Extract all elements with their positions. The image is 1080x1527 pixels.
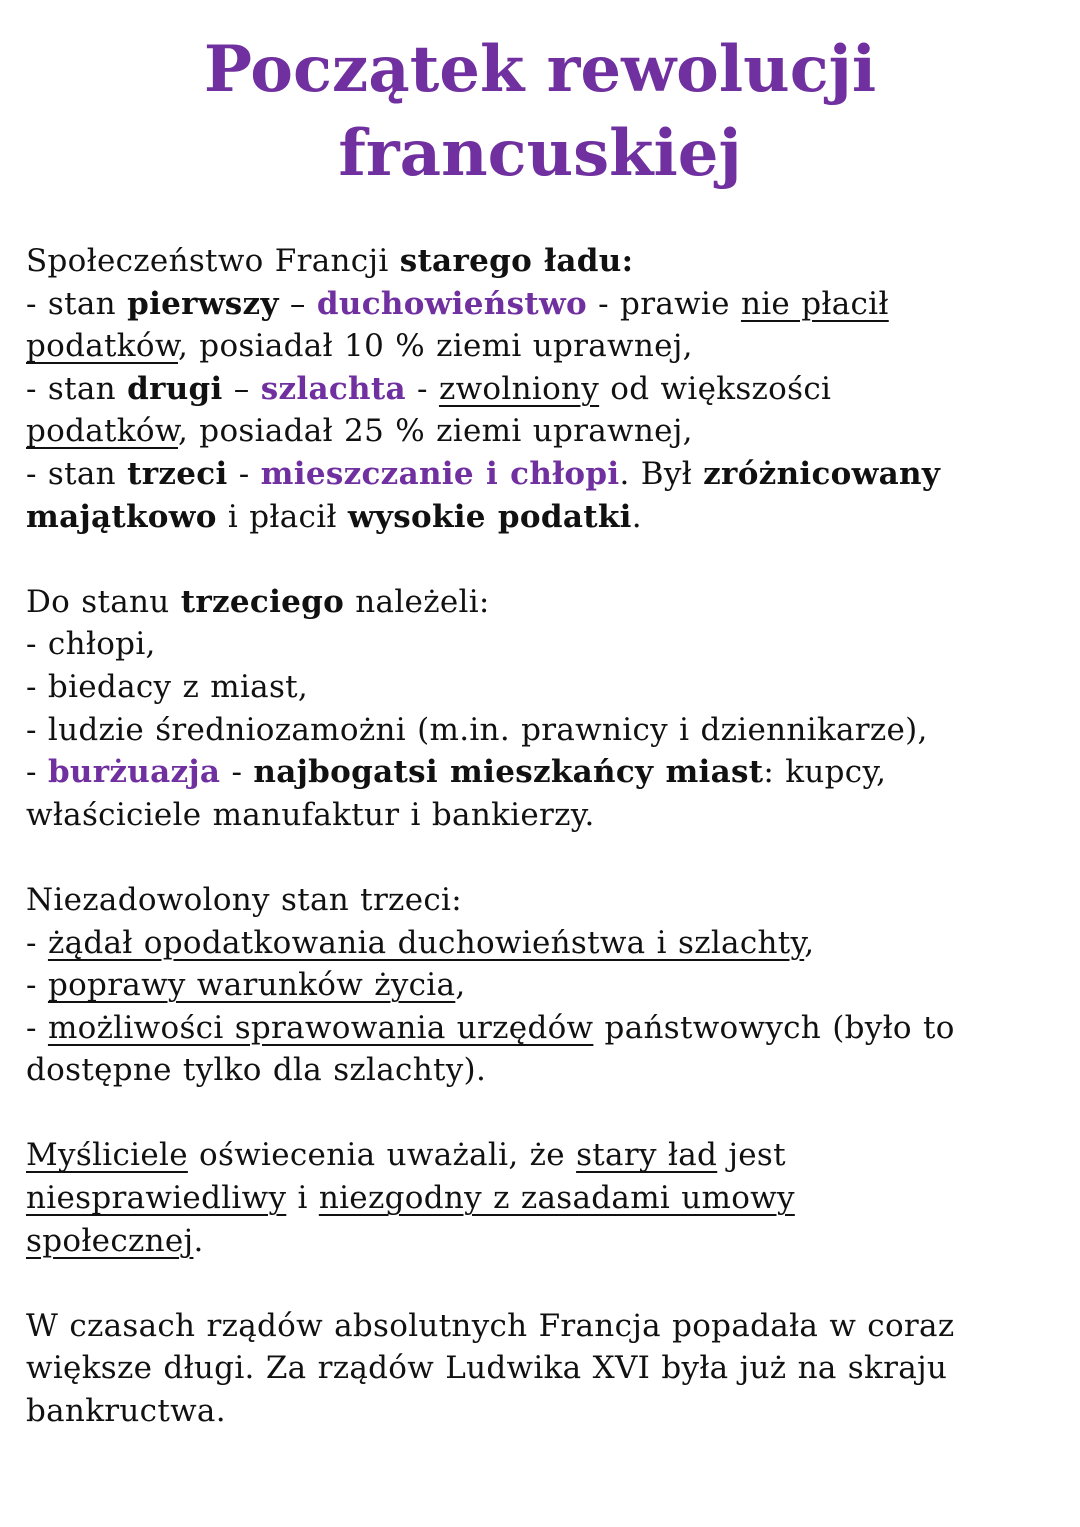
list-item: - biedacy z miast, — [26, 668, 309, 705]
text-line: większe długi. Za rządów Ludwika XVI była już na skraju — [26, 1350, 948, 1387]
list-item — [26, 964, 1066, 1007]
text-run: oświecenia uważali, że — [187, 1137, 577, 1174]
text-line: właściciele manufaktur i bankierzy. — [26, 796, 595, 833]
bold-text: trzeci — [127, 455, 228, 492]
text-line: W czasach rządów absolutnych Francja popadała w coraz — [26, 1307, 955, 1344]
underlined-text: niesprawiedliwy — [26, 1180, 287, 1217]
text-run: : kupcy, — [763, 754, 887, 791]
text-line — [26, 1177, 1066, 1220]
text-line — [26, 325, 1066, 368]
text-run: , posiadał 10 % ziemi uprawnej, — [178, 328, 693, 365]
text-run: - — [26, 1009, 48, 1046]
list-item — [26, 1007, 1066, 1050]
text-run: jest — [717, 1137, 786, 1174]
text-run: państwowych (było to — [593, 1009, 955, 1046]
bold-text: trzeciego — [180, 583, 345, 620]
text-run: - — [26, 754, 48, 791]
page-title — [0, 28, 1080, 196]
paragraph-debt — [26, 1305, 1066, 1433]
text-run: - — [405, 370, 439, 407]
underlined-text: Myśliciele — [26, 1137, 188, 1174]
text-run: - prawie — [586, 285, 741, 322]
text-run: . — [193, 1222, 204, 1259]
text-run: - — [26, 924, 48, 961]
text-line: dostępne tylko dla szlachty). — [26, 1052, 487, 1089]
text-line — [26, 496, 1066, 539]
text-line — [26, 368, 1066, 411]
paragraph-third-estate — [26, 581, 1066, 837]
text-line: Niezadowolony stan trzeci: — [26, 881, 462, 918]
text-run: Społeczeństwo Francji — [26, 243, 400, 279]
text-line — [26, 410, 1066, 453]
bold-text: pierwszy — [127, 285, 279, 322]
bold-text: najbogatsi mieszkańcy miast — [253, 754, 764, 791]
text-run: - — [220, 754, 254, 791]
underlined-text: niezgodny z zasadami umowy — [318, 1180, 795, 1217]
bold-text: majątkowo — [26, 498, 217, 535]
text-run: . — [631, 498, 642, 535]
text-line — [26, 283, 1066, 326]
text-run: – — [278, 285, 317, 322]
bold-text: zróżnicowany — [703, 455, 941, 492]
underlined-text: poprawy warunków życia — [47, 967, 456, 1004]
underlined-text: społecznej — [26, 1222, 194, 1259]
list-item — [26, 922, 1066, 965]
text-run: - stan — [26, 285, 128, 322]
paragraph-demands — [26, 879, 1066, 1092]
paragraph-enlightenment — [26, 1134, 1066, 1262]
highlight-text: szlachta — [260, 370, 406, 407]
highlight-text: burżuazja — [47, 754, 221, 791]
text-run: - — [26, 967, 48, 1004]
text-run: i płacił — [216, 498, 348, 535]
text-line — [26, 240, 1066, 283]
paragraph-estates — [26, 240, 1066, 538]
title-line-2: francuskiej — [338, 116, 742, 191]
text-run: - — [227, 455, 261, 492]
underlined-text: możliwości sprawowania urzędów — [47, 1009, 594, 1046]
underlined-text: podatków — [26, 328, 178, 365]
text-line — [26, 453, 1066, 496]
list-item — [26, 751, 1066, 794]
text-run: należeli: — [344, 583, 490, 620]
text-run: , posiadał 25 % ziemi uprawnej, — [178, 413, 693, 450]
text-run: - stan — [26, 455, 128, 492]
underlined-text: zwolniony — [438, 370, 600, 407]
text-run: . Był — [619, 455, 704, 492]
list-item: - ludzie średniozamożni (m.in. prawnicy i dziennikarze), — [26, 711, 928, 748]
highlight-text: mieszczanie i chłopi — [260, 455, 620, 492]
text-run: - stan — [26, 370, 128, 407]
text-run: , — [804, 924, 815, 961]
title-line-1: Początek rewolucji — [203, 32, 877, 107]
text-run: , — [455, 967, 466, 1004]
text-line — [26, 1134, 1066, 1177]
underlined-text: podatków — [26, 413, 178, 450]
text-run: Do stanu — [26, 583, 181, 620]
underlined-text: żądał opodatkowania duchowieństwa i szlachty — [47, 924, 805, 961]
underlined-text: nie płacił — [740, 285, 889, 322]
underlined-text: stary ład — [576, 1137, 718, 1174]
text-line — [26, 1220, 1066, 1263]
document-body — [26, 240, 1066, 1475]
text-line — [26, 581, 1066, 624]
list-item: - chłopi, — [26, 626, 156, 663]
bold-text: starego ładu: — [399, 243, 634, 279]
text-run: – — [222, 370, 261, 407]
highlight-text: duchowieństwo — [316, 285, 587, 322]
bold-text: wysokie podatki — [347, 498, 632, 535]
text-line: bankructwa. — [26, 1393, 226, 1430]
text-run: i — [286, 1180, 319, 1217]
bold-text: drugi — [127, 370, 223, 407]
text-run: od większości — [599, 370, 832, 407]
